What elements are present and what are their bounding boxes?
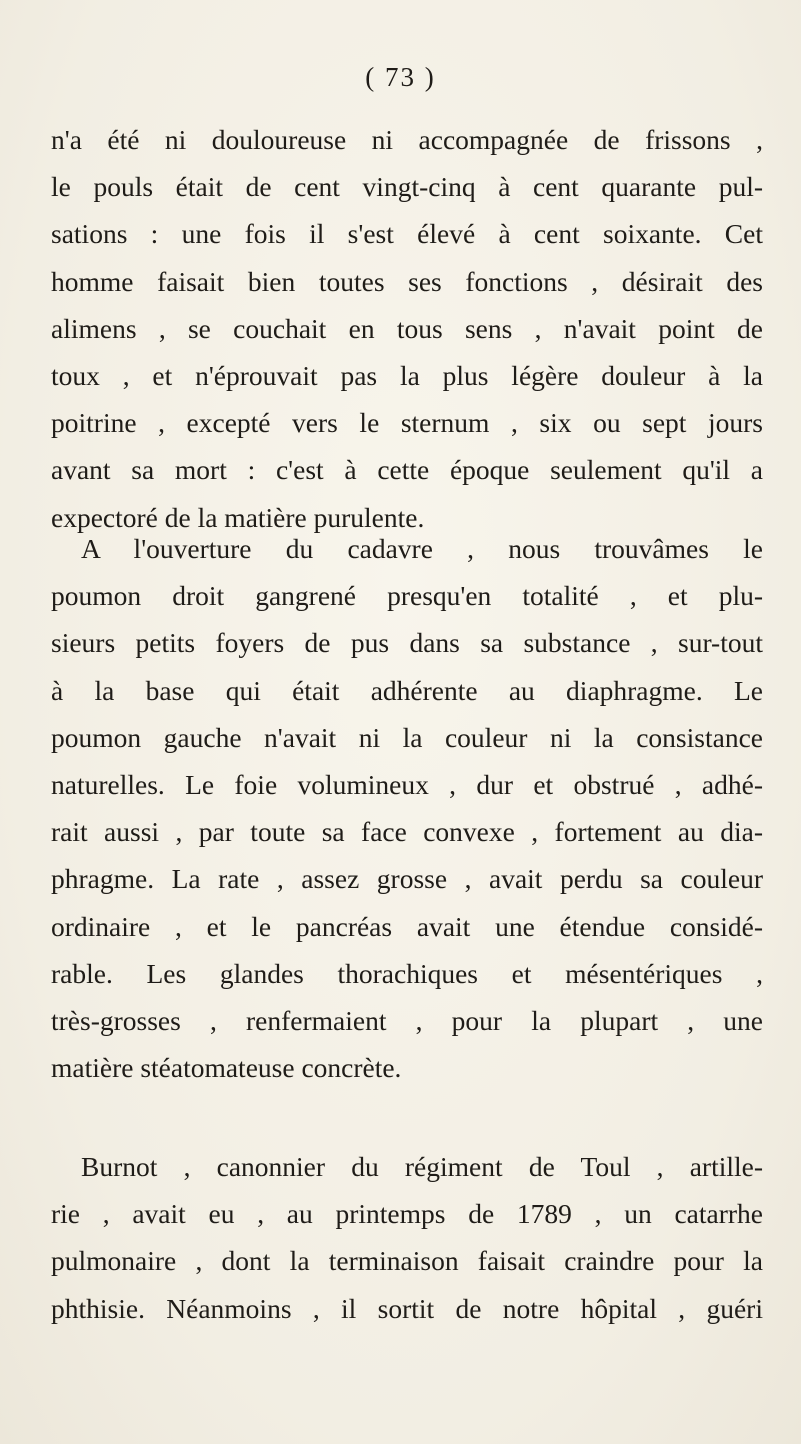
text-line: n'a été ni douloureuse ni accompagnée de frissons , xyxy=(51,124,763,155)
text-line: phthisie. Néanmoins , il sortit de notre hôpital , guéri xyxy=(51,1292,763,1324)
text-line: le pouls était de cent vingt-cinq à cent quarante pul- xyxy=(51,171,763,203)
text-line: rait aussi , par toute sa face convexe , fortement au dia- xyxy=(51,816,763,848)
text-line: rable. Les glandes thorachiques et mésentériques , xyxy=(51,957,763,989)
text-line: poumon droit gangrené presqu'en totalité , et plu- xyxy=(51,580,763,612)
text-line: alimens , se couchait en tous sens , n'avait point de xyxy=(51,312,763,344)
text-line: à la base qui était adhérente au diaphragme. Le xyxy=(51,674,763,706)
page-number: ( 73 ) xyxy=(365,62,436,92)
paragraph-burnot xyxy=(51,1143,763,1332)
text-line: poitrine , excepté vers le sternum , six ou sept jours xyxy=(51,407,763,439)
text-line: avant sa mort : c'est à cette époque seulement qu'il a xyxy=(51,454,763,486)
text-line: phragme. La rate , assez grosse , avait perdu sa couleur xyxy=(51,863,763,895)
text-line: A l'ouverture du cadavre , nous trouvâmes le xyxy=(81,533,763,564)
text-line: poumon gauche n'avait ni la couleur ni la consistance xyxy=(51,721,763,753)
paragraph-autopsy xyxy=(51,525,763,1091)
text-line: rie , avait eu , au printemps de 1789 , un catarrhe xyxy=(51,1198,763,1230)
text-line: ordinaire , et le pancréas avait une étendue considé- xyxy=(51,910,763,942)
text-line: expectoré de la matière purulente. xyxy=(51,501,425,533)
text-line: Burnot , canonnier du régiment de Toul , artille- xyxy=(81,1151,763,1182)
text-line: naturelles. Le foie volumineux , dur et obstrué , adhé- xyxy=(51,769,763,801)
text-line: homme faisait bien toutes ses fonctions , désirait des xyxy=(51,265,763,297)
text-line: sieurs petits foyers de pus dans sa substance , sur-tout xyxy=(51,627,763,659)
paragraph-continuation xyxy=(51,116,763,541)
text-line: pulmonaire , dont la terminaison faisait craindre pour la xyxy=(51,1245,763,1277)
text-line: toux , et n'éprouvait pas la plus légère douleur à la xyxy=(51,360,763,392)
text-line: matière stéatomateuse concrète. xyxy=(51,1052,402,1084)
text-line: sations : une fois il s'est élevé à cent soixante. Cet xyxy=(51,218,763,250)
text-line: très-grosses , renfermaient , pour la plupart , une xyxy=(51,1005,763,1037)
